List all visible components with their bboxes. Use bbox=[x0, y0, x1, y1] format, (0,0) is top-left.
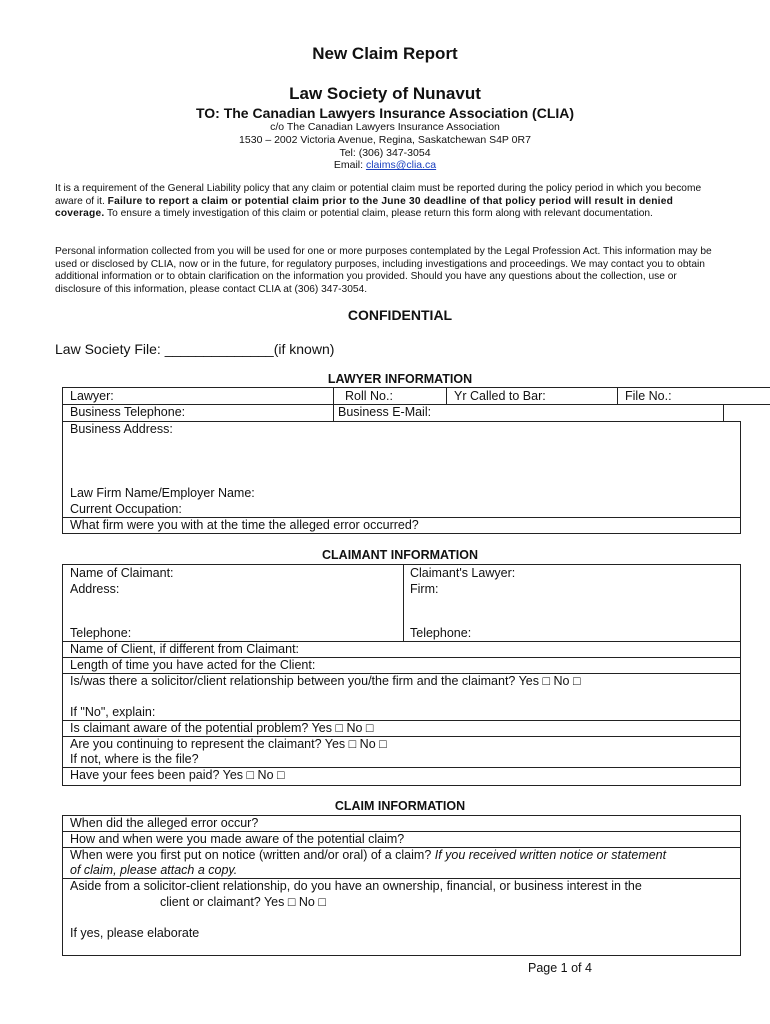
page-number: Page 1 of 4 bbox=[528, 961, 592, 975]
privacy-paragraph: Personal information collected from you will be used for one or more purposes contemplated by the Legal Profession Act. This information may be used or disclosed by CLIA, now or in the future, for regulatory purposes, including investigations and proceedings. We may contact you to obtain additional information or to obtain clarification on the information you provided. Should you have any questions about the collection, use or disclosure of this information, please contact CLIA at (306) 347-3054. bbox=[55, 246, 712, 295]
law-society-file-field[interactable]: Law Society File: ______________(if known) bbox=[55, 341, 335, 357]
yr-divider bbox=[446, 387, 447, 404]
name-of-client-field[interactable]: Name of Client, if different from Claimant: bbox=[70, 642, 300, 656]
claimant-firm-field[interactable]: Firm: bbox=[410, 582, 439, 596]
care-of-line: c/o The Canadian Lawyers Insurance Association bbox=[270, 121, 500, 133]
firm-at-time-field[interactable]: What firm were you with at the time the alleged error occurred? bbox=[70, 518, 419, 532]
business-telephone-field[interactable]: Business Telephone: bbox=[70, 405, 186, 419]
lawyer-info-heading: LAWYER INFORMATION bbox=[327, 372, 473, 386]
claimant-info-heading: CLAIMANT INFORMATION bbox=[322, 548, 478, 562]
claimant-address-field[interactable]: Address: bbox=[70, 582, 120, 596]
email-link[interactable]: claims@clia.ca bbox=[365, 159, 437, 171]
put-on-notice-instruction: If you received written notice or statement bbox=[434, 848, 667, 862]
when-error-field[interactable]: When did the alleged error occur? bbox=[70, 816, 259, 830]
length-of-time-field[interactable]: Length of time you have acted for the Client: bbox=[70, 658, 316, 672]
relationship-question[interactable]: Is/was there a solicitor/client relationship between you/the firm and the claimant? Yes □ No □ bbox=[70, 674, 581, 688]
put-on-notice-question: When were you first put on notice (written and/or oral) of a claim? bbox=[70, 848, 435, 862]
file-divider bbox=[617, 387, 618, 404]
if-no-explain-field[interactable]: If "No", explain: bbox=[70, 705, 156, 719]
name-of-claimant-field[interactable]: Name of Claimant: bbox=[70, 566, 174, 580]
reporting-requirement-paragraph bbox=[55, 183, 725, 221]
if-yes-elaborate-field[interactable]: If yes, please elaborate bbox=[70, 926, 200, 940]
current-occupation-field[interactable]: Current Occupation: bbox=[70, 502, 182, 516]
email-label: Email: bbox=[333, 159, 366, 171]
confidential-heading: CONFIDENTIAL bbox=[347, 307, 453, 323]
interest-question: Aside from a solicitor-client relationship, do you have an ownership, financial, or business interest in the bbox=[70, 879, 642, 893]
email-line bbox=[0, 159, 770, 172]
investigation-text: To ensure a timely investigation of this claim or potential claim, please return this form along with relevant documentation. bbox=[104, 208, 653, 219]
telephone-line: Tel: (306) 347-3054 bbox=[339, 147, 431, 159]
continuing-represent-question[interactable]: Are you continuing to represent the claimant? Yes □ No □ bbox=[70, 737, 387, 751]
law-firm-field[interactable]: Law Firm Name/Employer Name: bbox=[70, 486, 255, 500]
lawyer-bottom-border bbox=[62, 533, 741, 534]
society-name: Law Society of Nunavut bbox=[289, 84, 481, 103]
lawyer-row1-top-border bbox=[62, 387, 770, 388]
addressee-line: TO: The Canadian Lawyers Insurance Association (CLIA) bbox=[195, 105, 575, 121]
business-email-field[interactable]: Business E-Mail: bbox=[338, 405, 432, 419]
where-file-field[interactable]: If not, where is the file? bbox=[70, 752, 199, 766]
lawyer-field[interactable]: Lawyer: bbox=[70, 389, 114, 403]
lawyer-telephone-field[interactable]: Telephone: bbox=[410, 626, 472, 640]
business-address-field[interactable]: Business Address: bbox=[70, 422, 173, 436]
how-when-aware-field[interactable]: How and when were you made aware of the potential claim? bbox=[70, 832, 405, 846]
claimant-column-divider bbox=[403, 564, 404, 642]
email-right-divider bbox=[723, 404, 724, 421]
claimants-lawyer-field[interactable]: Claimant's Lawyer: bbox=[410, 566, 516, 580]
roll-no-field[interactable]: Roll No.: bbox=[345, 389, 393, 403]
attach-copy-instruction: of claim, please attach a copy. bbox=[70, 863, 238, 877]
claim-info-heading: CLAIM INFORMATION bbox=[334, 799, 466, 813]
lawyer-left-border bbox=[62, 387, 63, 533]
street-address: 1530 – 2002 Victoria Avenue, Regina, Saskatchewan S4P 0R7 bbox=[239, 134, 531, 146]
fees-paid-question[interactable]: Have your fees been paid? Yes □ No □ bbox=[70, 768, 285, 782]
form-title: New Claim Report bbox=[312, 44, 458, 63]
yr-called-field[interactable]: Yr Called to Bar: bbox=[454, 389, 546, 403]
put-on-notice-field[interactable] bbox=[70, 848, 666, 863]
interest-yes-no[interactable]: client or claimant? Yes □ No □ bbox=[160, 895, 326, 909]
requirement-text: It is a requirement of the General Liability policy that any claim or potential claim must be reported during the policy period in which you become aware of it. bbox=[55, 183, 702, 207]
file-no-field[interactable]: File No.: bbox=[625, 389, 672, 403]
claimant-telephone-field[interactable]: Telephone: bbox=[70, 626, 132, 640]
claimant-aware-question[interactable]: Is claimant aware of the potential problem? Yes □ No □ bbox=[70, 721, 374, 735]
deadline-warning: Failure to report a claim or potential claim prior to the June 30 deadline of that policy period will result in denied coverage. bbox=[55, 195, 673, 219]
